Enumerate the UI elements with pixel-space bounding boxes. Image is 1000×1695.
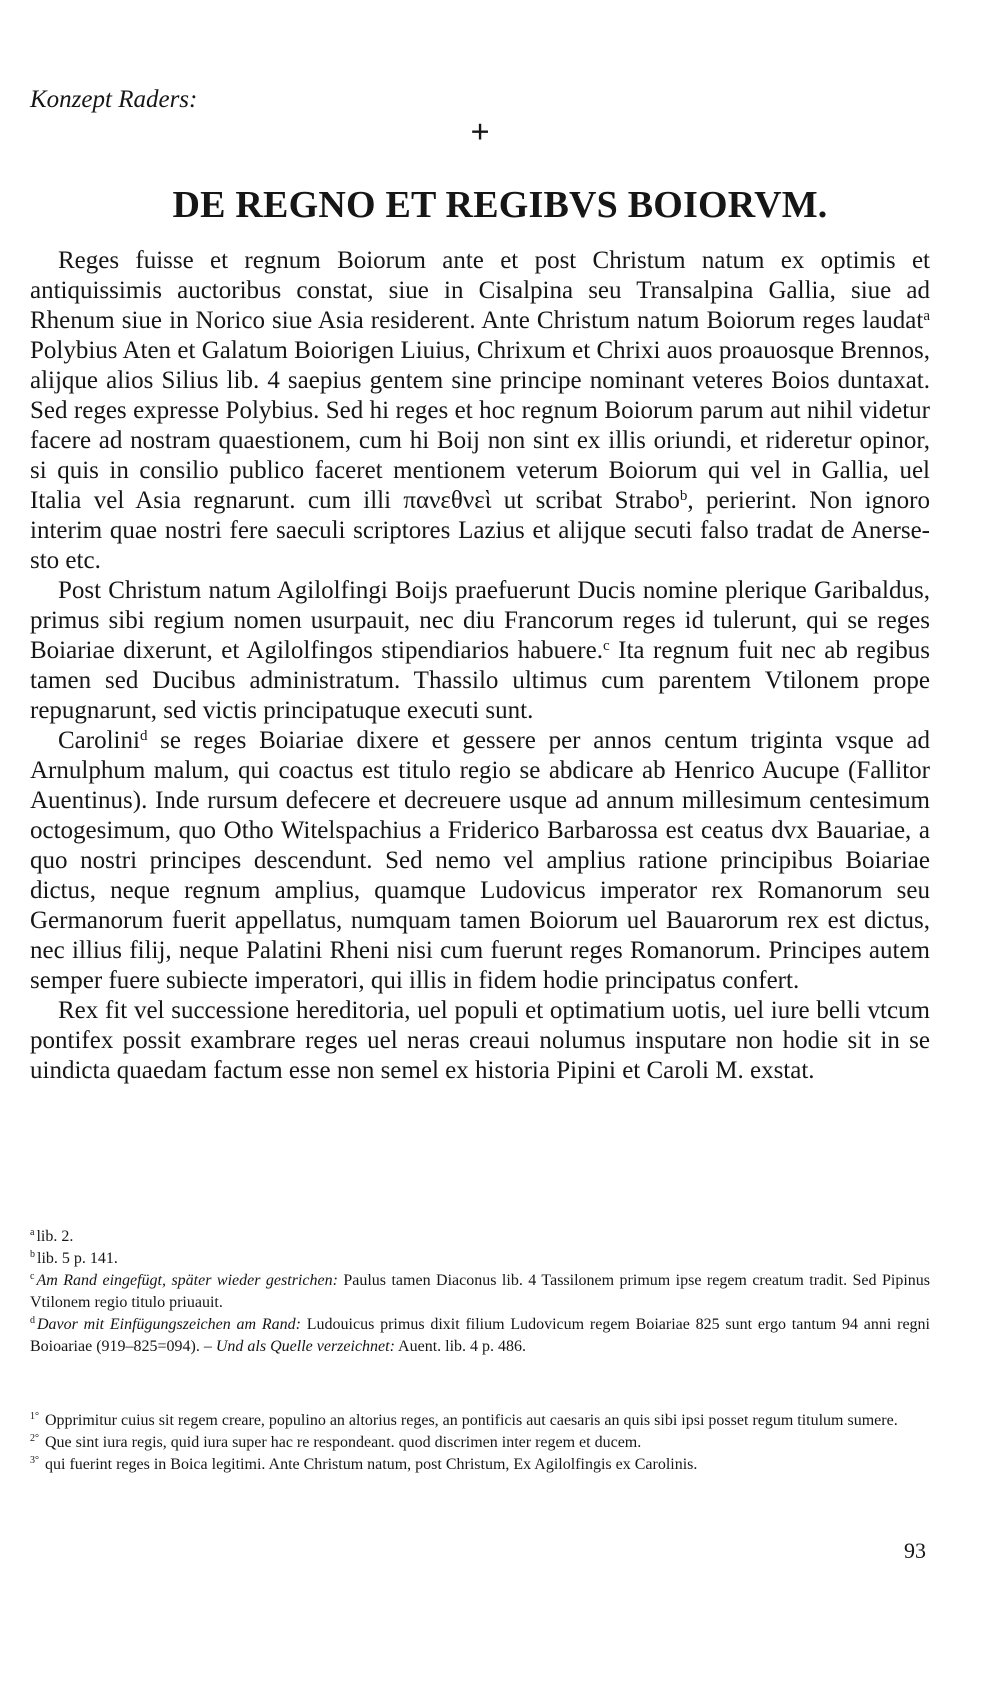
footnote-mark: d (30, 1315, 35, 1326)
footnote-text: Paulus tamen Diaconus lib. 4 Tassilonem primum ipse regem creatum tradit. Sed Pipinus Vtilonem regio titulo priuauit. (30, 1272, 930, 1311)
note-mark: 3° (30, 1455, 39, 1466)
paragraph-text: se reges Boiariae dixere et gessere per annos centum triginta vsque ad Arnulphum malum, qui coactus est titulo regio se abdicare ab Henrico Aucupe (Fallitor Auentinus). Inde rursum defecere et decreuere usque ad annum millesimum centesimum octogesimum, quo Otho Witelspachius a Friderico Barbarossa est ceatus dvx Bauariae, a quo nostri principes descendunt. Sed nemo vel amplius ratione principibus Boiariae dictus, neque regnum amplius, quamque Ludovicus imperator rex Romanorum seu Germanorum fuerit appellatus, numquam tamen Boiorum uel Bauarorum rex est dictus, nec illius filij, neque Palatini Rheni nisi cum fuerunt reges Romanorum. Principes autem semper fuere subiecte imperatori, qui illis in fidem hodie principatus confert. (30, 727, 930, 994)
note-text: qui fuerint reges in Boica legitimi. Ante Christum natum, post Christum, Ex Agilolfingis ex Carolinis. (45, 1456, 698, 1473)
footnote-ref: d (139, 728, 148, 744)
footnote-editorial-note: Am Rand eingefügt, später wieder gestrichen: (36, 1272, 338, 1289)
header-label: Konzept Raders: (30, 86, 198, 113)
footnote-editorial-note: Davor mit Einfügungszeichen am Rand: (37, 1316, 301, 1333)
page-number: 93 (904, 1538, 926, 1563)
footnotes (30, 1226, 930, 1358)
paragraph (30, 576, 930, 726)
paragraph-text: Ita regnum fuit nec ab regibus tamen sed Ducibus administratum. Thassilo ultimus cum parentem Vtilonem prope repugnarunt, sed victis principatuque executi sunt. (30, 637, 930, 724)
paragraph-text: Rex fit vel successione hereditoria, uel populi et optimatium uotis, uel iure belli vtcum pontifex possit exambrare reges uel neras creaui nolumus insputare non hodie sit in se uindicta quaedam factum esse non semel ex historia Pipini et Caroli M. exstat. (30, 997, 930, 1084)
marginal-note (30, 1432, 930, 1454)
footnote-ref: c (602, 638, 610, 654)
paragraph-text: Carolini (58, 727, 140, 754)
cross-symbol: + (470, 114, 490, 151)
marginal-notes (30, 1410, 930, 1476)
note-mark: 2° (30, 1433, 39, 1444)
footnote-ref: b (679, 488, 688, 504)
footnote-text: lib. 2. (36, 1228, 74, 1245)
paragraph-text: , perierint. Non ignoro interim quae nostri fere saeculi scriptores Lazius et alijque secuti falso tradat de Anersesto etc. (30, 487, 930, 574)
paragraph (30, 246, 930, 576)
footnote-text: Ludouicus primus dixit filium Ludovicum regem Boiariae 825 sunt ergo tantum 94 anni regni Boioariae (919–825=094). – (30, 1316, 930, 1355)
note-text: Opprimitur cuius sit regem creare, populino an altorius reges, an pontificis aut caesaris an quis sibi ipsi posset regum titulum sumere. (45, 1412, 898, 1429)
footnote-text: Auent. lib. 4 p. 486. (394, 1338, 527, 1355)
footnote (30, 1248, 930, 1270)
footnote-mark: b (30, 1249, 35, 1260)
footnote-text: lib. 5 p. 141. (37, 1250, 118, 1267)
body-text (30, 246, 930, 1086)
document-title: DE REGNO ET REGIBVS BOIORVM. (172, 184, 828, 226)
note-text: Que sint iura regis, quid iura super hac re respondeant. quod discrimen inter regem et ducem. (45, 1434, 642, 1451)
marginal-note (30, 1454, 930, 1476)
footnote-mark: c (30, 1271, 35, 1282)
footnote (30, 1226, 930, 1248)
footnote-editorial-note: Und als Quelle verzeichnet: (215, 1338, 395, 1355)
footnote (30, 1314, 930, 1358)
paragraph-text: Polybius Aten et Galatum Boiorigen Liuius, Chrixum et Chrixi auos proauosque Brennos, alijque alios Silius lib. 4 saepius gentem sine principe nominant veteres Boios duntaxat. Sed reges expresse Polybius. Sed hi reges et hoc regnum Boiorum parum aut nihil videtur facere ad nostram quaestionem, cum hi Boij non sint ex illis oriundi, et rideretur opinor, si quis in consilio publico faceret mentionem veterum Boiorum qui vel in Gallia, uel Italia vel Asia regnarunt. cum illi πανεθνεὶ ut scribat Strabo (30, 337, 930, 514)
footnote (30, 1270, 930, 1314)
footnote-mark: a (30, 1227, 35, 1238)
paragraph-text: Post Christum natum Agilolfingi Boijs praefuerunt Ducis nomine plerique Garibaldus, primus sibi regium nomen usurpauit, nec diu Francorum reges id tulerunt, qui se reges Boiariae dixerunt, et Agilolfingos stipendiarios habuere. (30, 577, 930, 664)
marginal-note (30, 1410, 930, 1432)
note-mark: 1° (30, 1411, 39, 1422)
paragraph (30, 996, 930, 1086)
footnote-ref: a (923, 308, 930, 324)
paragraph (30, 726, 930, 996)
paragraph-text: Reges fuisse et regnum Boiorum ante et post Christum natum ex optimis et antiquissimis auctoribus constat, siue in Cisalpina seu Transalpina Gallia, siue ad Rhenum siue in Norico siue Asia residerent. Ante Christum natum Boiorum reges laudat (30, 247, 930, 334)
